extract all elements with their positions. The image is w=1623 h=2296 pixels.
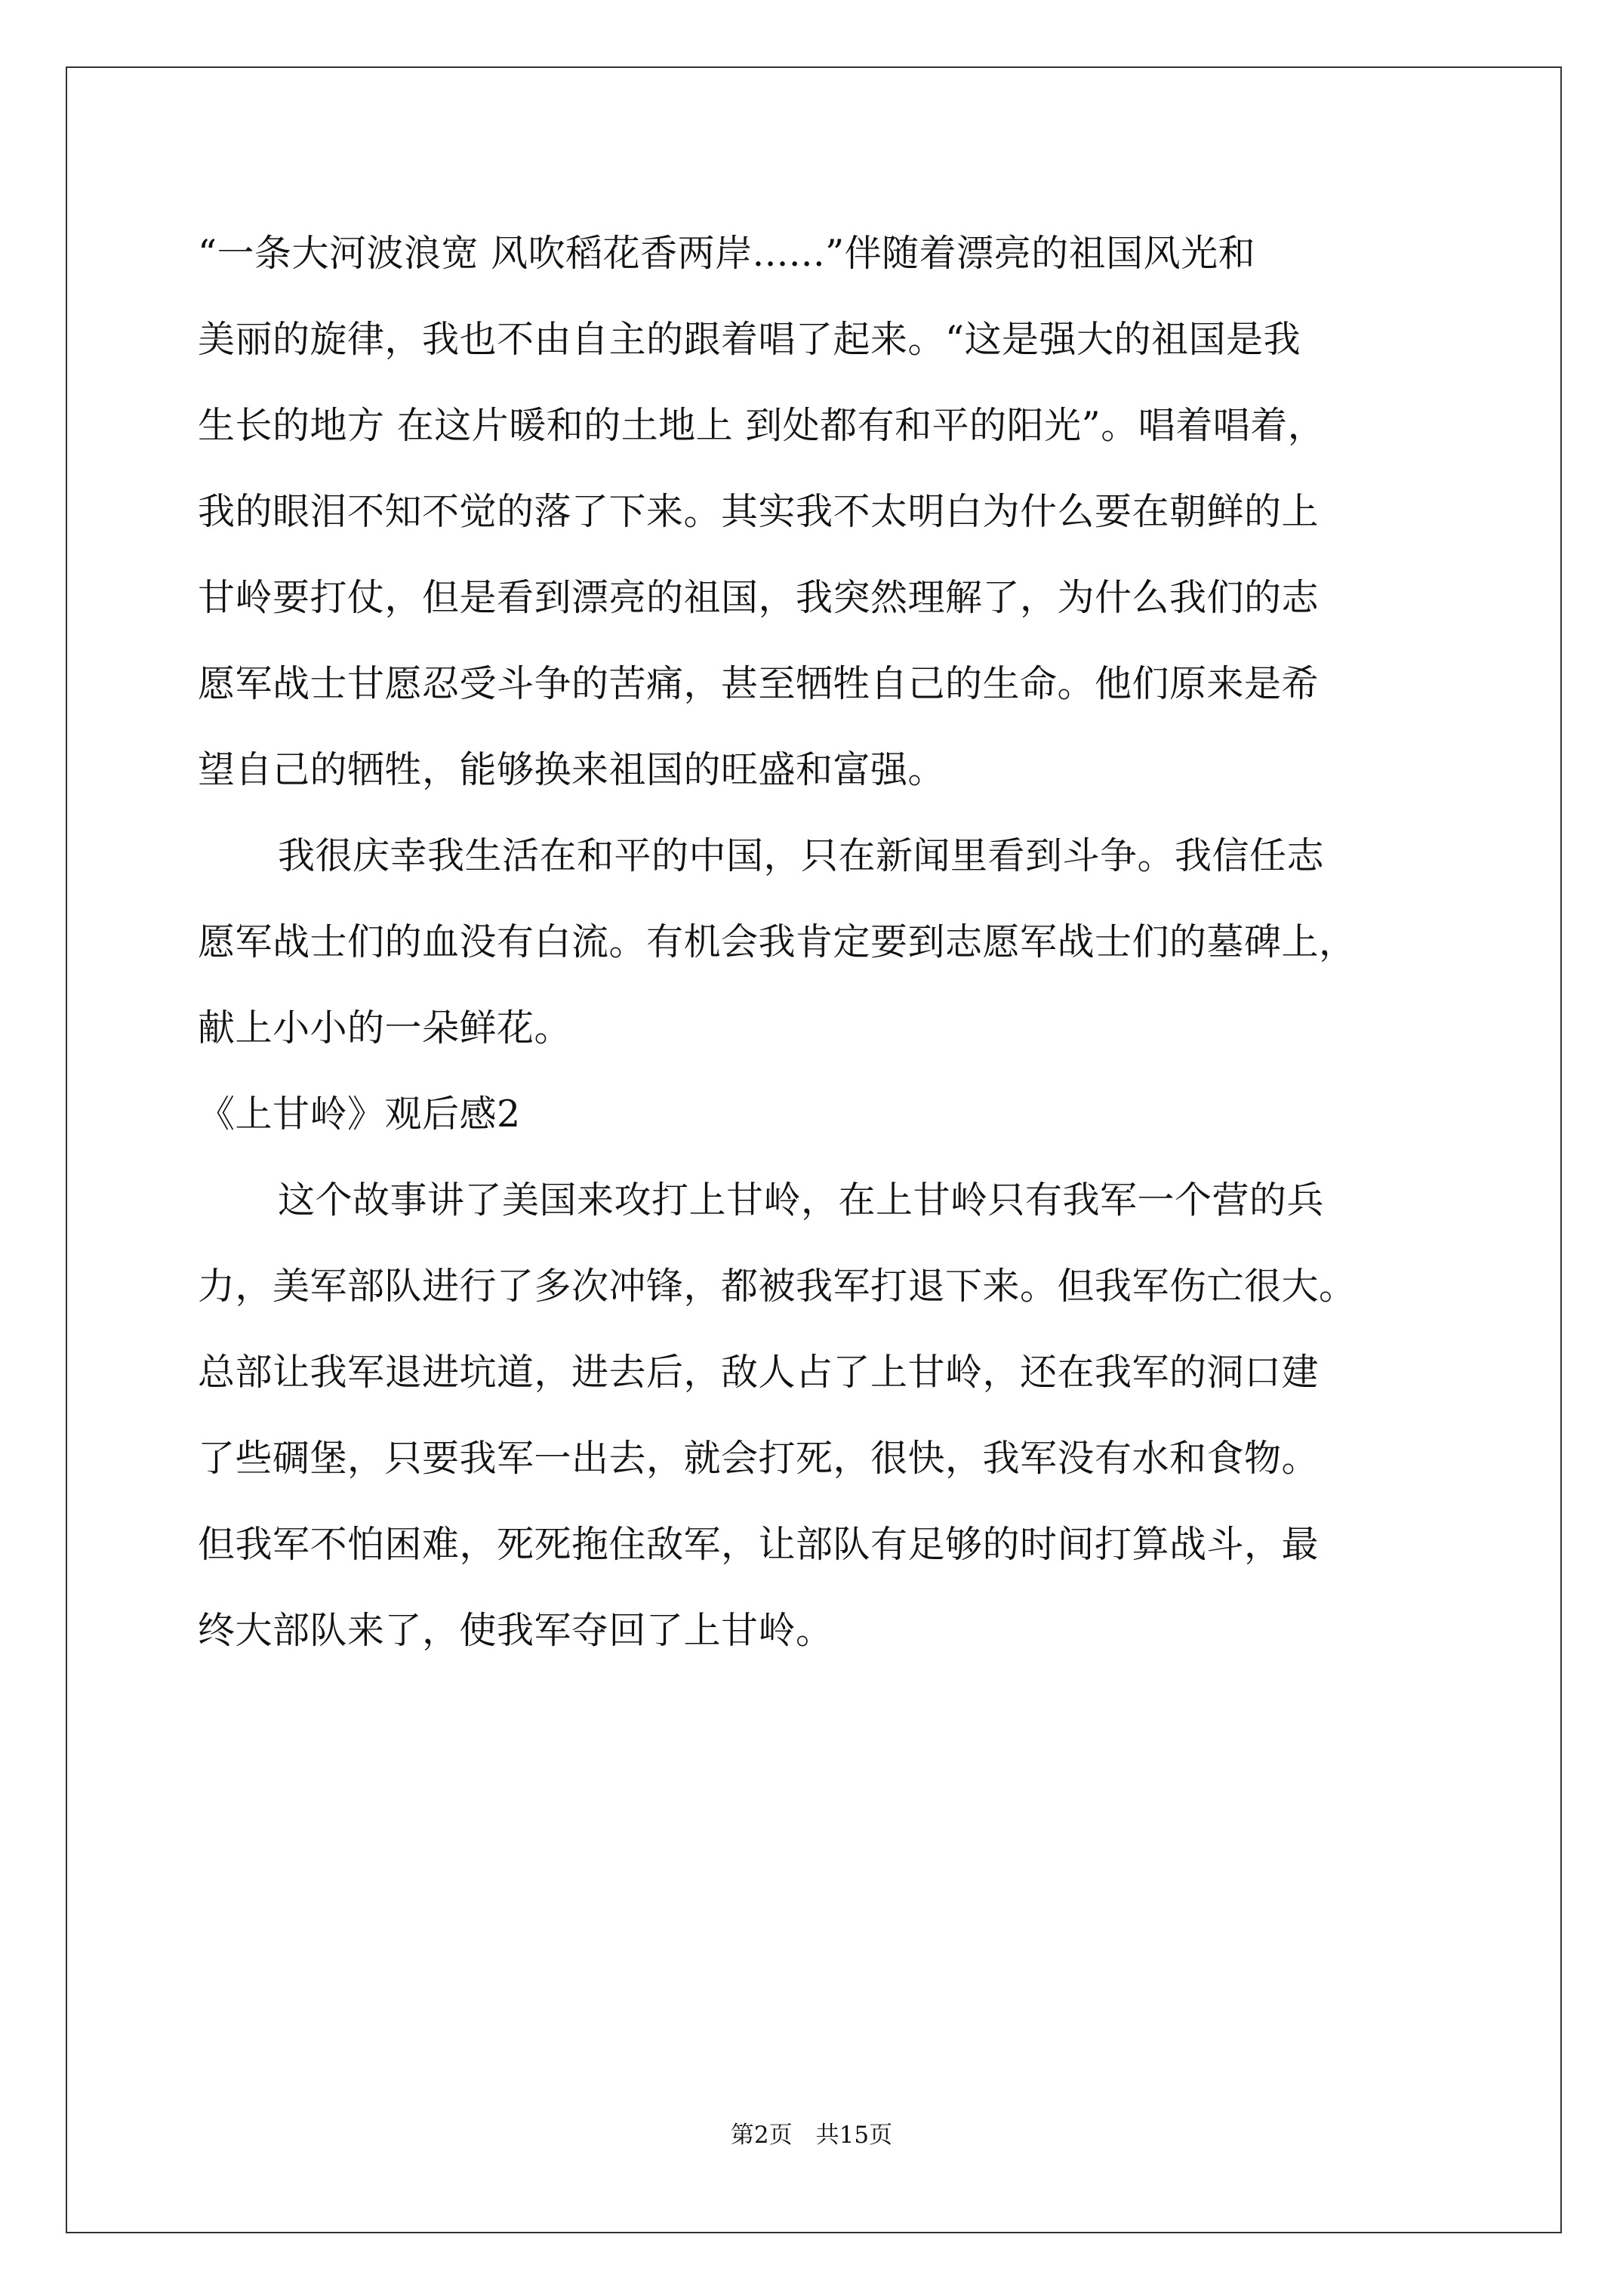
page-number-footer: 第2页 共15页 — [730, 2122, 893, 2149]
text-line: 力，美军部队进行了多次冲锋，都被我军打退下来。但我军伤亡很大。 — [198, 1265, 1357, 1308]
paragraph-start-line: 这个故事讲了美国来攻打上甘岭，在上甘岭只有我军一个营的兵 — [278, 1179, 1325, 1222]
text-line: 终大部队来了，使我军夺回了上甘岭。 — [198, 1609, 833, 1652]
text-line: 甘岭要打仗，但是看到漂亮的祖国，我突然理解了，为什么我们的志 — [198, 576, 1320, 619]
text-line: 献上小小的一朵鲜花。 — [198, 1006, 572, 1049]
text-line: 美丽的旋律，我也不由自主的跟着唱了起来。“这是强大的祖国是我 — [198, 318, 1301, 361]
paragraph-start-line: 我很庆幸我生活在和平的中国，只在新闻里看到斗争。我信任志 — [278, 834, 1325, 877]
section-heading: 《上甘岭》观后感2 — [198, 1093, 521, 1136]
text-line: 了些碉堡，只要我军一出去，就会打死，很快，我军没有水和食物。 — [198, 1437, 1320, 1480]
text-line: 总部让我军退进坑道，进去后，敌人占了上甘岭，还在我军的洞口建 — [198, 1351, 1320, 1394]
text-line: 生长的地方 在这片暖和的土地上 到处都有和平的阳光”。唱着唱着， — [198, 404, 1326, 447]
text-line: 望自己的牺牲，能够换来祖国的旺盛和富强。 — [198, 748, 946, 791]
text-line: “一条大河波浪宽 风吹稻花香两岸......”伴随着漂亮的祖国风光和 — [198, 232, 1256, 275]
text-line: 愿军战士们的血没有白流。有机会我肯定要到志愿军战士们的墓碑上， — [198, 920, 1357, 963]
text-line: 但我军不怕困难，死死拖住敌军，让部队有足够的时间打算战斗，最 — [198, 1523, 1320, 1566]
text-line: 愿军战士甘愿忍受斗争的苦痛，甚至牺牲自己的生命。他们原来是希 — [198, 662, 1320, 705]
text-line: 我的眼泪不知不觉的落了下来。其实我不太明白为什么要在朝鲜的上 — [198, 490, 1320, 533]
